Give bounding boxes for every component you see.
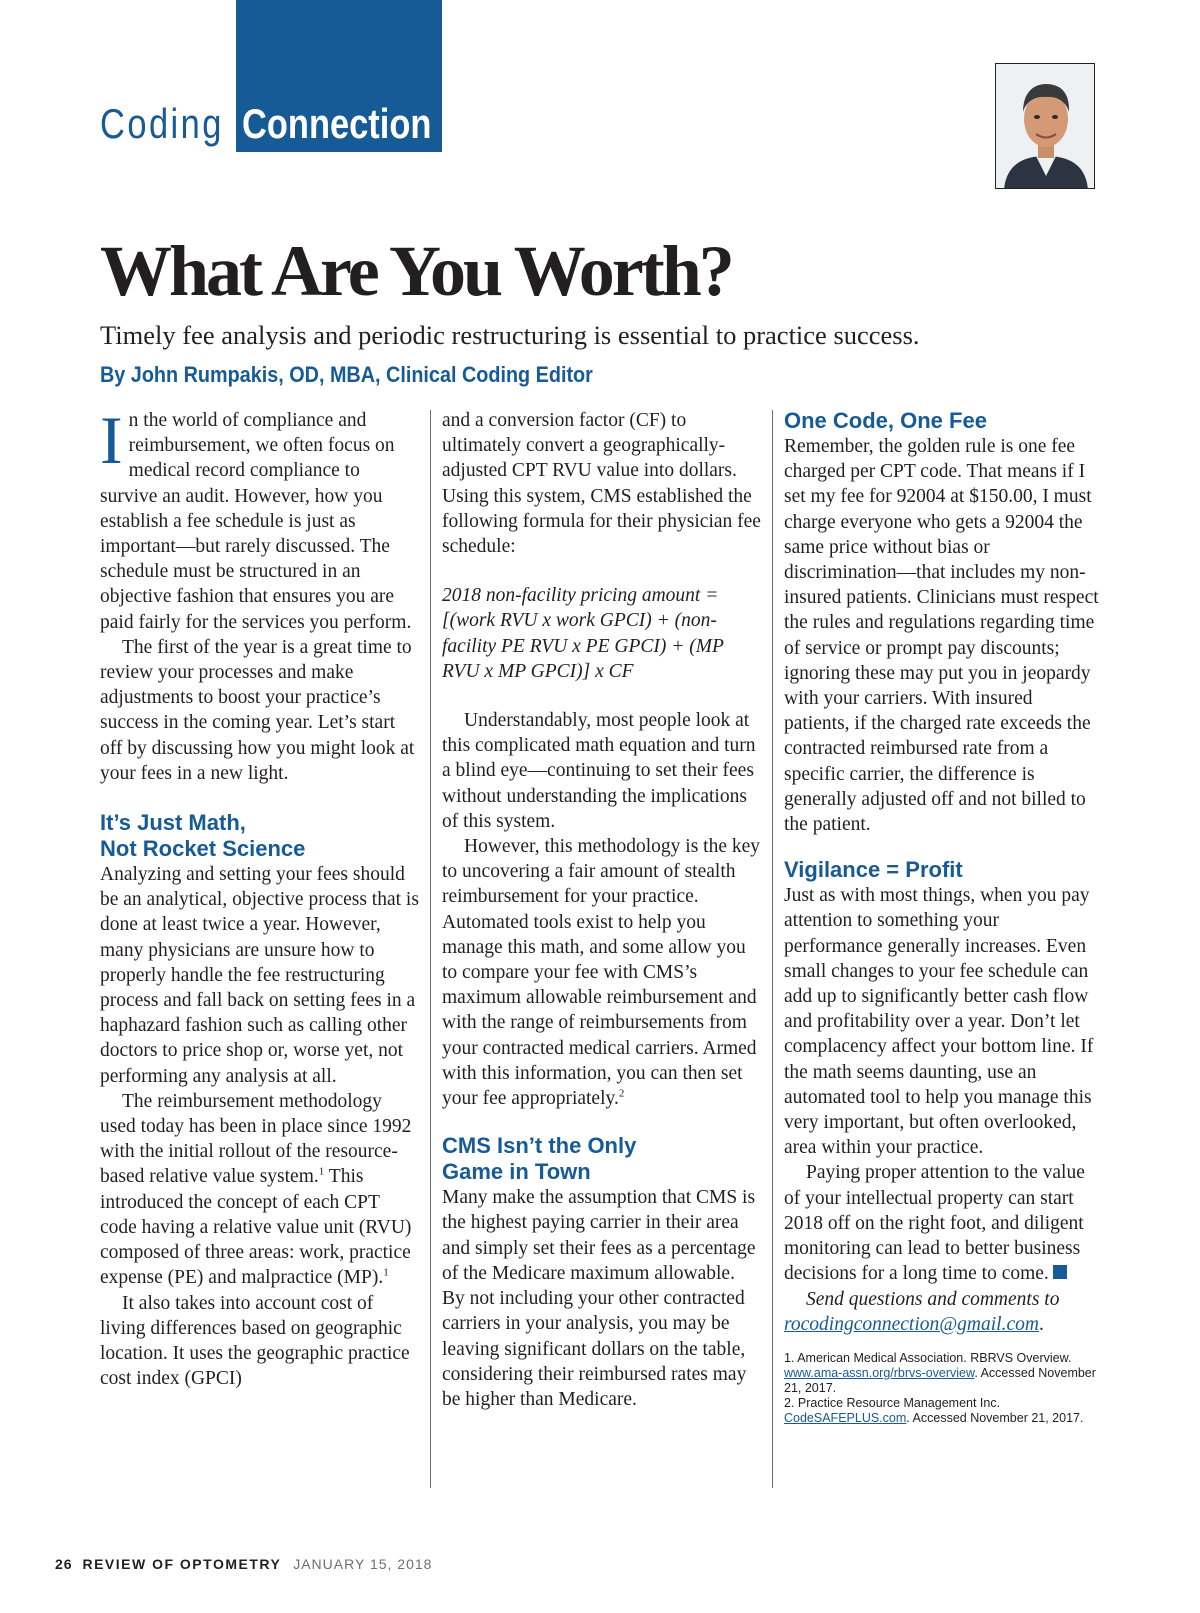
subhead-line: Not Rocket Science (100, 836, 306, 862)
subhead-vigilance-profit: Vigilance = Profit (784, 857, 963, 883)
body-paragraph: Analyzing and setting your fees should be an analytical, objective process that is done at least twice a year. However, many physicians are unsure how to properly handle the fee restructuring process and fall back on setting fees in a haphazard fashion such as calling other doctors to price shop or, worse yet, not performing any analysis at all. (100, 864, 419, 1087)
drop-cap: I (100, 402, 123, 478)
references (784, 1351, 1102, 1426)
body-paragraph: The first of the year is a great time to review your processes and make adjustments to boost your practice’s success in the coming year. Let’s start off by discussing how you might look at your fees in a new light. (100, 636, 415, 784)
reference-text: . Accessed November 21, 2017. (906, 1410, 1084, 1425)
reference-item (784, 1396, 1102, 1426)
body-paragraph: Remember, the golden rule is one fee charged per CPT code. That means if I set my fee for 92004 at $150.00, I must charge everyone who gets a 92004 the same price without bias or discrimination—that includes my non-insured patients. Clinicians must respect the rules and regulations regarding time of service or prompt pay discounts; ignoring these may put you in jeopardy with your carriers. With insured patients, if the charged rate exceeds the contracted reimbursed rate from a specific carrier, the difference is generally adjusted off and not billed to the patient. (784, 436, 1099, 836)
paragraph-text: n the world of compliance and reimbursement, we often focus on medical record compliance to survive an audit. However, how you establish a fee schedule is just as important—but rarely discussed. The schedule must be structured in an objective fashion that ensures you are paid fairly for the services you perform. (100, 410, 412, 633)
body-paragraph (784, 1160, 1102, 1286)
column-2 (442, 408, 762, 1412)
author-photo (995, 63, 1095, 189)
section-label (100, 100, 432, 156)
column-divider (430, 410, 431, 1488)
reference-link[interactable]: www.ama-assn.org/rbrvs-overview (784, 1365, 975, 1380)
section-label-light: Coding (100, 100, 224, 147)
reference-text: . Accessed November 21, 2017. (784, 1365, 1096, 1395)
body-paragraph: Understandably, most people look at this complicated math equation and turn a blind eye—continuing to set their fees without understanding the implications of this system. (442, 710, 756, 832)
body-paragraph (100, 1089, 420, 1291)
article-byline: By John Rumpakis, OD, MBA, Clinical Coding Editor (100, 362, 593, 387)
magazine-name: REVIEW OF OPTOMETRY (82, 1556, 282, 1572)
paragraph-text: The reimbursement methodology used today has been in place since 1992 with the initial rollout of the resource-based relative value system. (100, 1090, 412, 1188)
subhead-line: Game in Town (442, 1159, 591, 1185)
body-paragraph: It also takes into account cost of living differences based on geographic location. It uses the geographic practice cost index (GPCI) (100, 1292, 410, 1390)
article-deck: Timely fee analysis and periodic restructuring is essential to practice success. (100, 320, 920, 350)
body-paragraph: Just as with most things, when you pay attention to something your performance generally increases. Even small changes to your fee schedule can add up to significantly better cash flow and profitability over a year. Don’t let complacency affect your bottom line. If the math seems daunting, use an automated tool to help you manage this very important, but often overlooked, area within your practice. (784, 885, 1094, 1159)
body-paragraph (100, 402, 420, 635)
paragraph-text: Paying proper attention to the value of your intellectual property can start 2018 off on the right foot, and diligent monitoring can lead to better business decisions for a long time to come. (784, 1162, 1085, 1285)
body-paragraph: and a conversion factor (CF) to ultimately convert a geographically-adjusted CPT RVU value into dollars. Using this system, CMS established the following formula for their physician fee schedule: (442, 410, 761, 558)
column-1 (100, 402, 420, 1391)
subhead-its-just-math (100, 810, 420, 862)
body-paragraph (442, 834, 762, 1111)
contact-text: . (1038, 1313, 1044, 1335)
column-3 (784, 408, 1102, 1426)
subhead-one-code-one-fee: One Code, One Fee (784, 408, 987, 433)
paragraph-text: This introduced the concept of each CPT code having a relative value unit (RVU) composed of three areas: work, practice expense (PE) and malpractice (MP). (100, 1166, 412, 1289)
issue-date: JANUARY 15, 2018 (293, 1556, 433, 1572)
page-footer (55, 1556, 432, 1572)
reference-text: 2. Practice Resource Management Inc. (784, 1395, 1001, 1410)
body-paragraph: Many make the assumption that CMS is the highest paying carrier in their area and simply set their fees as a percentage of the Medicare maximum allowable. By not including your other contracted carriers in your analysis, you may be leaving significant dollars on the table, considering their reimbursed rates may be higher than Medicare. (442, 1187, 756, 1410)
footnote-ref: 1 (383, 1266, 389, 1279)
end-mark-icon (1053, 1265, 1067, 1279)
reference-link[interactable]: CodeSAFEPLUS.com (784, 1410, 907, 1425)
fee-formula: 2018 non-facility pricing amount = [(work RVU x work GPCI) + (non-facility PE RVU x PE GPCI) + (MP RVU x MP GPCI)] x CF (442, 585, 724, 682)
paragraph-text: However, this methodology is the key to uncovering a fair amount of stealth reimbursement for your practice. Automated tools exist to help you manage this math, and some allow you to compare your fee with CMS’s maximum allowable reimbursement and with the range of reimbursements from your contracted medical carriers. Armed with this information, you can then set your fee appropriately. (442, 836, 761, 1110)
section-label-bold: Connection (242, 100, 432, 147)
contact-line (784, 1287, 1102, 1337)
contact-text: Send questions and comments to (806, 1288, 1060, 1310)
reference-item (784, 1351, 1102, 1396)
author-portrait-icon (996, 64, 1095, 189)
subhead-line: It’s Just Math, (100, 810, 246, 836)
subhead-line: CMS Isn’t the Only (442, 1133, 637, 1159)
footnote-ref: 1 (318, 1165, 325, 1178)
page-number: 26 (55, 1556, 73, 1572)
footnote-ref: 2 (618, 1087, 625, 1100)
subhead-cms-isnt-the-only (442, 1133, 762, 1185)
reference-text: 1. American Medical Association. RBRVS Overview. (784, 1350, 1072, 1365)
column-divider (772, 410, 773, 1488)
contact-email-link[interactable]: rocodingconnection@gmail.com (784, 1313, 1039, 1335)
article-title: What Are You Worth? (100, 231, 732, 311)
